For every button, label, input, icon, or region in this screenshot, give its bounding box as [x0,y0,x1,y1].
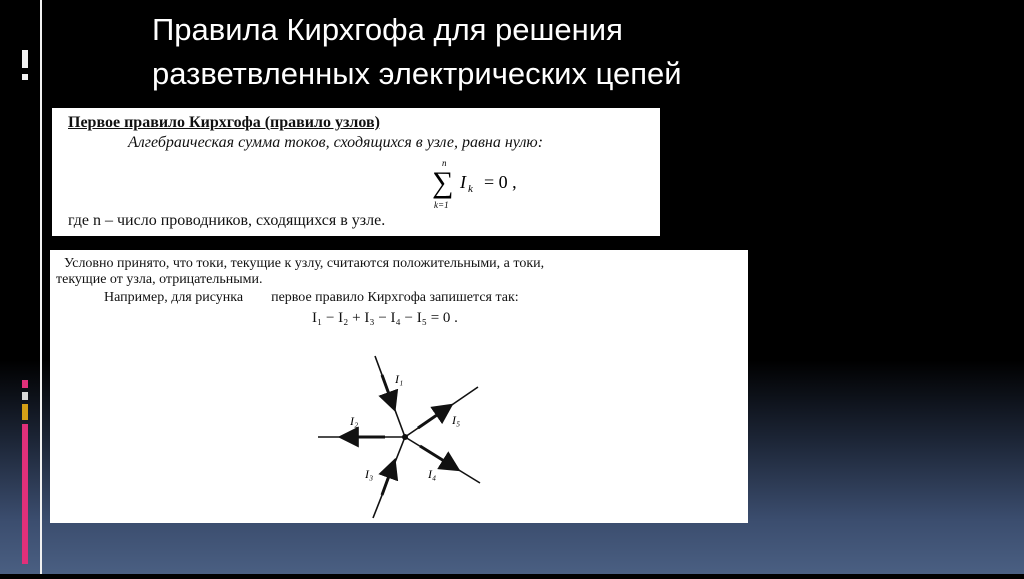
vertical-divider [40,0,42,574]
rule-statement: Алгебраическая сумма токов, сходящихся в узле, равна нулю: [128,134,544,151]
label-i5: I₅ [452,413,461,427]
rule-heading: Первое правило Кирхгофа (правило узлов) [68,114,380,131]
label-i2: I₂ [350,414,359,428]
sum-upper-limit: n [442,158,447,168]
arrow-4 [420,446,457,469]
example-text-line-3 [104,290,519,306]
sum-rhs: = 0 , [484,172,517,192]
node-diagram [310,350,550,522]
example-text-line-3b: первое правило Кирхгофа запишется так: [271,290,519,305]
rule-panel [52,108,660,236]
left-decoration [0,0,44,574]
title-line-2: разветвленных электрических цепей [152,56,682,91]
example-panel [50,250,748,523]
sum-body: I [460,172,466,192]
arrow-1 [382,375,394,408]
sum-lower-limit: k=1 [434,200,449,210]
sum-symbol: ∑ [432,166,454,199]
example-formula: I₁ − I₂ + I₃ − I₄ − I₅ = 0 . [312,310,458,326]
example-text-line-2: текущие от узла, отрицательными. [56,272,263,287]
label-i1: I₁ [395,372,404,386]
title-line-1: Правила Кирхгофа для решения [152,12,623,47]
example-text-line-1: Условно принято, что токи, текущие к узлу, считаются положительными, а токи, [64,256,545,271]
slide-title [152,8,972,96]
label-i4: I₄ [428,467,437,481]
label-i3: I₃ [365,467,374,481]
example-text-line-3a: Например, для рисунка [104,290,244,305]
rule-where: где n – число проводников, сходящихся в узле. [68,212,386,229]
arrow-3 [382,462,394,495]
arrow-5 [418,406,450,428]
sum-formula [432,156,542,212]
left-decoration-graphic [0,0,44,574]
sum-subscript: k [468,183,473,195]
